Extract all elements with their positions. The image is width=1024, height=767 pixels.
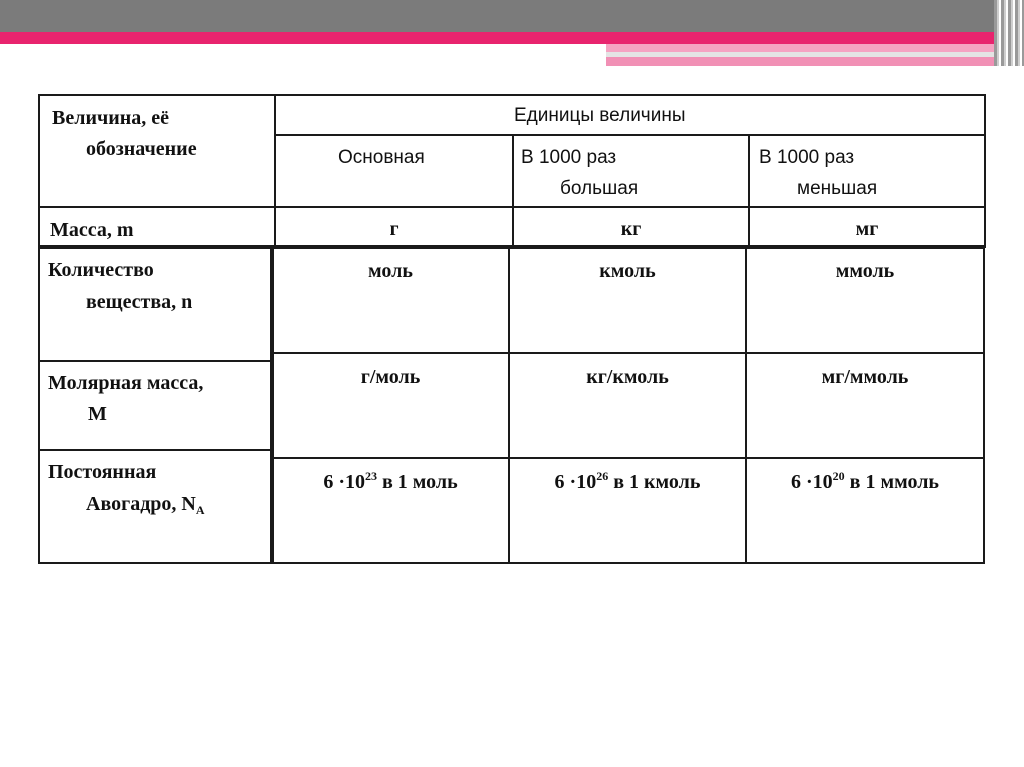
col-smaller-label-line1: В 1000 раз — [759, 147, 855, 168]
avogadro-bigger-prefix: 6 ·10 — [554, 471, 597, 493]
avogadro-bigger-exp: 26 — [596, 469, 609, 483]
mass-smaller: мг — [855, 218, 879, 240]
avogadro-smaller-prefix: 6 ·10 — [791, 471, 833, 493]
avogadro-smaller — [745, 470, 985, 492]
header-bar-stripes — [994, 0, 1024, 66]
molar-smaller: мг/ммоль — [821, 366, 909, 388]
amount-name-line2: вещества, n — [86, 291, 193, 313]
avogadro-base-prefix: 6 ·10 — [323, 471, 365, 493]
header-bar-pink-thin — [606, 57, 1000, 66]
col-bigger-label-line1: В 1000 раз — [521, 147, 617, 168]
avogadro-name-line1: Постоянная — [48, 461, 157, 483]
avogadro-base — [271, 470, 510, 492]
quantity-label-line2: обозначение — [86, 138, 197, 160]
mass-bigger: кг — [620, 218, 642, 240]
header-base-cell — [274, 134, 514, 208]
avogadro-bigger — [508, 470, 747, 492]
header-bar-pink-light — [606, 44, 1000, 52]
col-base-label: Основная — [338, 147, 425, 168]
avogadro-smaller-suffix: в 1 ммоль — [844, 471, 939, 493]
avogadro-bigger-suffix: в 1 кмоль — [608, 471, 701, 493]
header-bar-pink — [0, 32, 1000, 44]
avogadro-smaller-exp: 20 — [832, 469, 845, 483]
col-smaller-label-line2: меньшая — [797, 178, 878, 199]
amount-smaller: ммоль — [835, 260, 895, 282]
units-label: Единицы величины — [514, 105, 686, 126]
amount-name-line1: Количество — [48, 259, 154, 281]
avogadro-base-exp: 23 — [364, 469, 377, 483]
molar-name-line2: М — [88, 403, 107, 425]
col-bigger-label-line2: большая — [560, 178, 639, 199]
amount-bigger: кмоль — [599, 260, 656, 282]
avogadro-name-main: Авогадро, N — [86, 493, 196, 515]
mass-base: г — [389, 218, 399, 240]
avogadro-base-suffix: в 1 моль — [376, 471, 458, 493]
molar-bigger: кг/кмоль — [586, 366, 669, 388]
avogadro-name-sub: A — [195, 503, 205, 517]
avogadro-name-line2 — [86, 494, 205, 516]
quantity-label-line1: Величина, её — [52, 107, 170, 129]
molar-name-line1: Молярная масса, — [48, 372, 204, 394]
amount-base: моль — [368, 260, 413, 282]
mass-name: Масса, m — [50, 219, 134, 241]
header-bar-gray — [0, 0, 1024, 32]
molar-base: г/моль — [360, 366, 421, 388]
